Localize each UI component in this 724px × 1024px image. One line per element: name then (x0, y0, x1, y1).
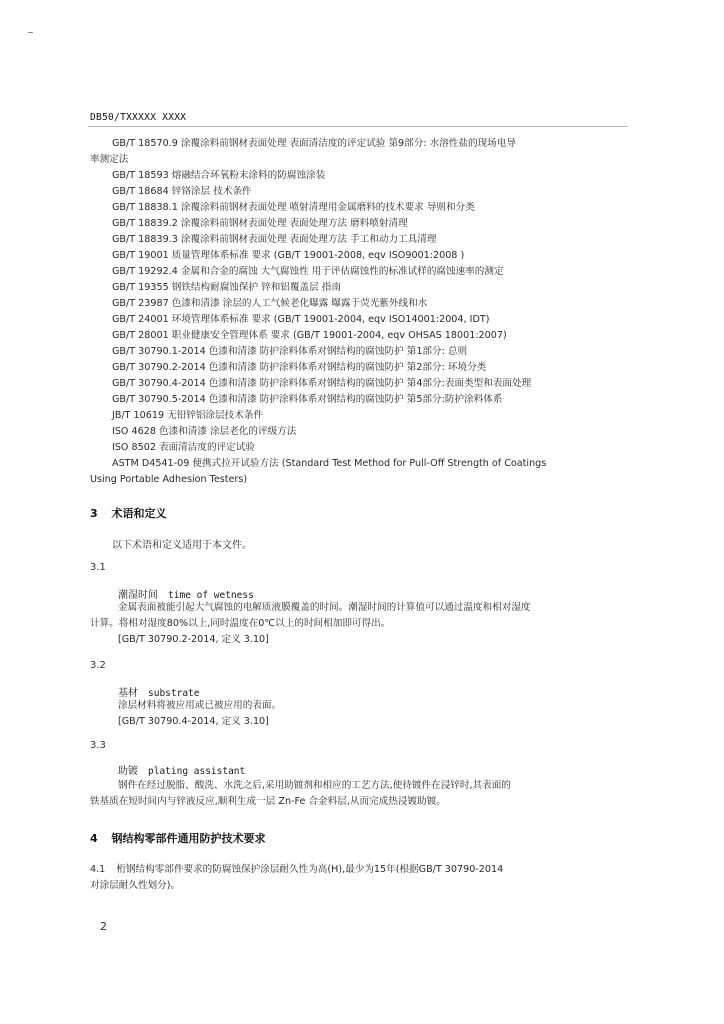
reference-line: GB/T 18839.3 涂覆涂料前钢材表面处理 表面处理方法 手工和动力工具清理 (112, 234, 437, 245)
term-title (118, 762, 245, 777)
term-zh: 助镀 (118, 766, 138, 777)
section-number: 4 (90, 832, 98, 845)
term-title (118, 684, 199, 699)
reference-line: GB/T 23987 色漆和清漆 涂层的人工气候老化曝露 曝露于荧光紫外线和水 (112, 298, 428, 309)
section-4-heading (90, 830, 266, 846)
definition-line: 铁基质在短时间内与锌液反应,顺利生成一层 Zn-Fe 合金料层,从而完成热浸镀助镀。 (90, 796, 446, 807)
reference-line: GB/T 30790.1-2014 色漆和清漆 防护涂料体系对钢结构的腐蚀防护 第1部分: 总则 (112, 346, 468, 357)
reference-line: GB/T 19292.4 金属和合金的腐蚀 大气腐蚀性 用于评估腐蚀性的标准试样的腐蚀速率的测定 (112, 266, 504, 277)
reference-line: GB/T 18684 锌铬涂层 技术条件 (112, 186, 252, 197)
reference-line: GB/T 28001 职业健康安全管理体系 要求 (GB/T 19001-2004, eqv OHSAS 18001:2007) (112, 330, 507, 341)
definition-source: [GB/T 30790.2-2014, 定义 3.10] (118, 634, 269, 645)
reference-line: GB/T 30790.5-2014 色漆和清漆 防护涂料体系对钢结构的腐蚀防护 第5部分:防护涂料体系 (112, 394, 503, 405)
reference-line: ISO 4628 色漆和清漆 涂层老化的评级方法 (112, 426, 297, 437)
term-zh: 基材 (118, 688, 138, 699)
reference-line: GB/T 18838.1 涂覆涂料前钢材表面处理 喷射清理用金属磨料的技术要求 导则和分类 (112, 202, 475, 213)
section-title: 钢结构零部件通用防护技术要求 (111, 832, 266, 845)
reference-line: GB/T 19001 质量管理体系标准 要求 (GB/T 19001-2008, eqv ISO9001:2008 ) (112, 250, 465, 261)
reference-line: GB/T 18839.2 涂覆涂料前钢材表面处理 表面处理方法 磨料喷射清理 (112, 218, 408, 229)
term-number: 3.1 (90, 562, 106, 573)
section-title: 术语和定义 (111, 507, 167, 520)
reference-line: GB/T 30790.2-2014 色漆和清漆 防护涂料体系对钢结构的腐蚀防护 第2部分: 环境分类 (112, 362, 487, 373)
reference-line: GB/T 24001 环境管理体系标准 要求 (GB/T 19001-2004, eqv ISO14001:2004, IDT) (112, 314, 490, 325)
clause-line (90, 864, 503, 876)
clause-line: 对涂层耐久性划分)。 (90, 880, 181, 891)
reference-line: 率测定法 (90, 154, 129, 165)
term-number: 3.2 (90, 660, 106, 671)
term-number: 3.3 (90, 740, 106, 751)
term-en: plating assistant (148, 766, 246, 777)
reference-line: GB/T 18593 熔融结合环氧粉末涂料的防腐蚀涂装 (112, 170, 326, 181)
reference-line: GB/T 30790.4-2014 色漆和清漆 防护涂料体系对钢结构的腐蚀防护 第4部分:表面类型和表面处理 (112, 378, 532, 389)
definition-line: 涂层材料将被应用或已被应用的表面。 (118, 700, 282, 711)
reference-line: Using Portable Adhesion Testers) (90, 474, 248, 485)
header-rule (88, 126, 628, 127)
term-title (118, 586, 254, 601)
page-number: 2 (100, 920, 107, 933)
section-number: 3 (90, 507, 98, 520)
definition-line: 金属表面被能引起大气腐蚀的电解质液膜覆盖的时间。潮湿时间的计算值可以通过温度和相对湿度 (118, 602, 531, 613)
standard-code: DB50/TXXXXX XXXX (90, 112, 187, 123)
clause-number: 4.1 (90, 864, 106, 875)
reference-line: ASTM D4541-09 便携式拉开试验方法 (Standard Test Method for Pull-Off Strength of Coatings (112, 458, 547, 469)
definition-line: 钢件在经过脱脂、酸洗、水洗之后,采用助镀剂和相应的工艺方法,使待镀件在浸锌时,其表面的 (118, 780, 511, 791)
reference-line: ISO 8502 表面清洁度的评定试验 (112, 442, 255, 453)
reference-line: GB/T 18570.9 涂覆涂料前钢材表面处理 表面清洁度的评定试验 第9部分: 水溶性盐的现场电导 (112, 138, 516, 149)
definition-line: 计算。将相对湿度80%以上,同时温度在0℃以上的时间相加即可得出。 (90, 618, 391, 629)
scan-mark (28, 32, 33, 33)
term-zh: 潮湿时间 (118, 590, 158, 601)
reference-line: GB/T 19355 钢铁结构耐腐蚀保护 锌和铝覆盖层 指南 (112, 282, 341, 293)
term-en: substrate (148, 688, 200, 699)
section-intro: 以下术语和定义适用于本文件。 (112, 540, 252, 551)
clause-text: 桁钢结构零部件要求的防腐蚀保护涂层耐久性为高(H),最少为15年(根据GB/T 30790-2014 (116, 864, 504, 875)
section-3-heading (90, 505, 167, 521)
term-en: time of wetness (168, 590, 254, 601)
reference-line: JB/T 10619 无铅锌铝涂层技术条件 (112, 410, 264, 421)
definition-source: [GB/T 30790.4-2014, 定义 3.10] (118, 716, 269, 727)
